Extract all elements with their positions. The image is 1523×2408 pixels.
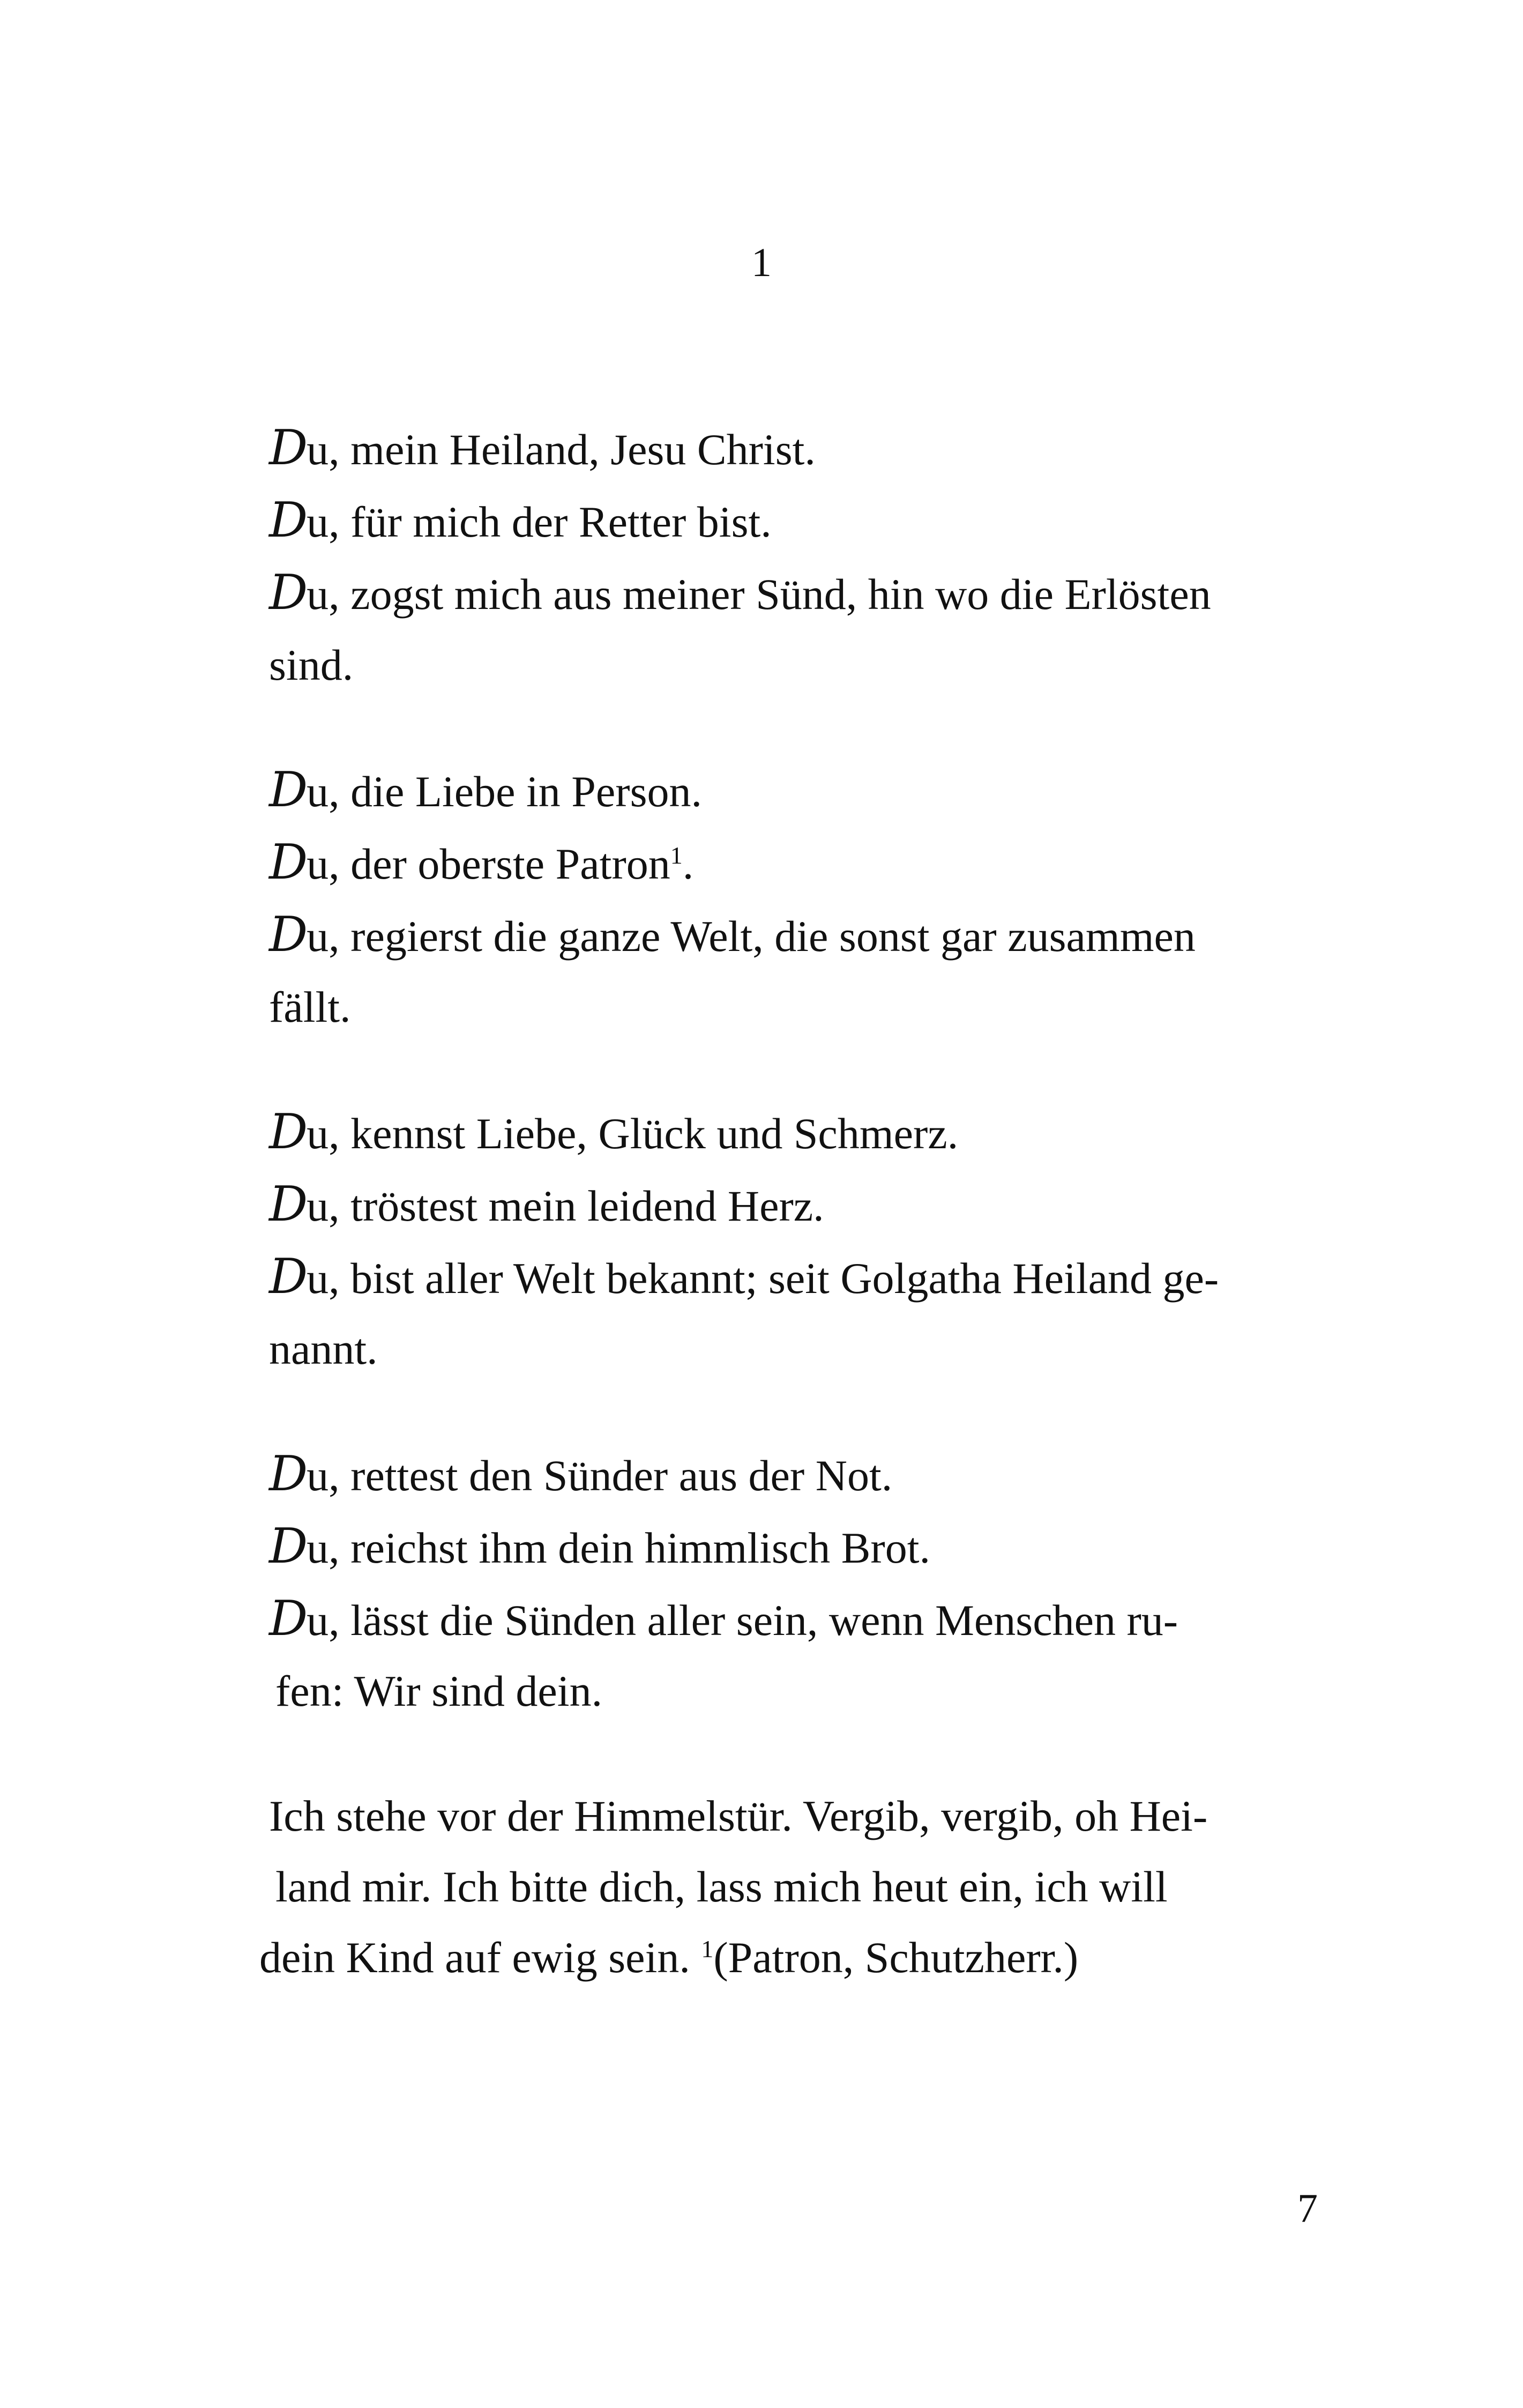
poem-line-continuation: fen: Wir sind dein. xyxy=(275,1667,603,1715)
page-number: 7 xyxy=(1297,2186,1318,2231)
decorative-initial: D xyxy=(269,1446,307,1502)
line-text-end: . xyxy=(682,839,694,888)
poem-line xyxy=(269,485,1335,558)
poem-line xyxy=(269,755,1335,827)
decorative-initial: D xyxy=(269,420,307,476)
poem-line xyxy=(269,558,1335,630)
footnote-marker: 1 xyxy=(670,842,683,869)
line-text: u, tröstest mein leidend Herz. xyxy=(307,1181,824,1230)
poem-number: 1 xyxy=(751,240,772,285)
poem-line xyxy=(269,900,1335,972)
stanza-1 xyxy=(269,413,1335,701)
decorative-initial: D xyxy=(269,1518,307,1574)
decorative-initial: D xyxy=(269,1104,307,1160)
decorative-initial: D xyxy=(269,1591,307,1647)
poem-line xyxy=(269,1439,1335,1511)
line-text: u, reichst ihm dein himmlisch Brot. xyxy=(307,1523,930,1572)
poem-line-continuation: sind. xyxy=(269,641,354,689)
closing-line xyxy=(259,1922,1335,1993)
decorative-initial: D xyxy=(269,762,307,818)
line-text: u, für mich der Retter bist. xyxy=(307,497,772,546)
line-text: u, bist aller Welt bekannt; seit Golgatha Heiland ge- xyxy=(307,1254,1219,1303)
line-text: u, lässt die Sünden aller sein, wenn Menschen ru- xyxy=(307,1596,1178,1645)
line-text: u, die Liebe in Person. xyxy=(307,767,703,816)
closing-line: Ich stehe vor der Himmelstür. Vergib, vergib, oh Hei- xyxy=(269,1792,1208,1840)
poem-line-continuation: nannt. xyxy=(269,1325,378,1373)
line-text: u, zogst mich aus meiner Sünd, hin wo die Erlösten xyxy=(307,570,1211,619)
decorative-initial: D xyxy=(269,906,307,963)
poem-line xyxy=(269,827,1335,900)
poem-line-continuation: fällt. xyxy=(269,983,351,1031)
closing-stanza xyxy=(259,1781,1335,1993)
stanza-4 xyxy=(269,1439,1335,1727)
decorative-initial: D xyxy=(269,834,307,890)
poem-line xyxy=(269,1097,1335,1169)
decorative-initial: D xyxy=(269,564,307,621)
closing-line-text: dein Kind auf ewig sein. xyxy=(259,1933,701,1982)
closing-line: land mir. Ich bitte dich, lass mich heut ein, ich will xyxy=(275,1862,1168,1911)
line-text: u, kennst Liebe, Glück und Schmerz. xyxy=(307,1109,959,1158)
poem-line xyxy=(269,1584,1335,1656)
line-text: u, mein Heiland, Jesu Christ. xyxy=(307,425,816,474)
poem-line xyxy=(269,413,1335,485)
footnote-text: (Patron, Schutzherr.) xyxy=(713,1933,1079,1982)
poem-body xyxy=(259,413,1335,2047)
stanza-3 xyxy=(269,1097,1335,1385)
line-text: u, rettest den Sünder aus der Not. xyxy=(307,1451,893,1500)
poem-line xyxy=(269,1242,1335,1314)
poem-line xyxy=(269,1511,1335,1584)
line-text: u, der oberste Patron xyxy=(307,839,670,888)
stanza-2 xyxy=(269,755,1335,1043)
footnote-marker: 1 xyxy=(701,1935,714,1963)
decorative-initial: D xyxy=(269,492,307,548)
line-text: u, regierst die ganze Welt, die sonst gar zusammen xyxy=(307,912,1196,961)
decorative-initial: D xyxy=(269,1248,307,1305)
decorative-initial: D xyxy=(269,1176,307,1232)
poem-line xyxy=(269,1169,1335,1242)
